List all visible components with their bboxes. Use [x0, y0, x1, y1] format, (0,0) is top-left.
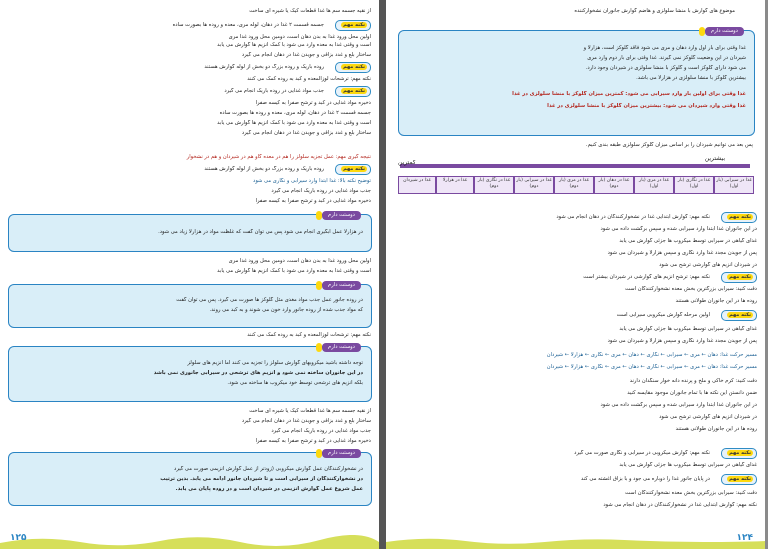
- box-line: در هزارلا عمل آبگیری انجام می شود پس می توان گفت که غلظت مواد در هزارلا زیاد می شود.: [158, 229, 363, 235]
- result-line: نتیجه گیری مهم: عمل تجزیه سلولز را هم در معده گاو هم در شیردان و هم در نشخوار: [186, 154, 371, 160]
- box-line: توجه داشته باشید میکروبهای گوارش سلولز را تجزیه می کنند اما آنزیم های سلولز: [187, 360, 363, 366]
- tag-label: نکته مهم: [729, 312, 751, 318]
- box-line: بیشترین گلوکز با منشأ سلولزی در هزارلا می باشد.: [636, 75, 746, 81]
- left-top-line-10: جسمه قسمت ۲ غذا در دهان، لوله مری، معده و روده ها بصورت ساده: [219, 110, 371, 116]
- tip-line-2: جذب مواد غذایی در روده باریک انجام می گیرد: [271, 188, 371, 194]
- table-cell: غذا در سیرابی (بار اول): [714, 176, 754, 194]
- glucose-order-table: [398, 176, 754, 194]
- left-mid-line-2: است و وقتی غذا به معده وارد می شود با کمک آنزیم ها گوارش می یابد: [217, 268, 371, 274]
- tip-line-3: ذخیره مواد غذایی در کبد و ترشح صفرا به کیسه صفرا: [255, 198, 371, 204]
- right-line: روده ها در این جانوران طولانی هستند: [675, 298, 757, 304]
- box-line: غذا وقتی برای اولین بار وارد سیرابی می شود: کمترین میزان گلوکز با منشأ سلولزی در غذا: [512, 91, 746, 97]
- box-line: در این جانوران ساخته نمی شود و آنزیم های ترشحی در سیرابی جانوری نمی باشد: [153, 370, 363, 376]
- left-low-line-4: ذخیره مواد غذایی در کبد و ترشح صفرا به کیسه صفرا: [255, 438, 371, 444]
- arrow-label-max: بیشترین: [704, 156, 725, 162]
- table-cell: غذا در مری (بار اول): [634, 176, 674, 194]
- tag-label: نکته مهم: [729, 476, 751, 482]
- footer-wave: [386, 535, 765, 549]
- right-line: اولین مرحله گوارش میکروبی سیرابی است: [616, 312, 710, 318]
- left-low-line-3: جذب مواد غذایی در روده باریک انجام می گیرد: [271, 428, 371, 434]
- tag-label: نکته مهم: [343, 166, 365, 172]
- box-header: دوستت دارم: [705, 27, 744, 36]
- left-top-line-2: جسمه قسمت ۲ غذا در دهان، لوله مری، معده و روده ها بصورت ساده: [172, 22, 324, 28]
- tag-label: نکته مهم: [729, 274, 751, 280]
- box-header: دوستت دارم: [322, 343, 361, 352]
- box-line: در نشخوارکنندگان عمل گوارش میکروبی (زودتر از عمل گوارش آنزیمی صورت می گیرد: [174, 466, 363, 472]
- right-line: دقت کنید: سیرابی بزرگترین بخش معده نشخوارکنندگان است: [625, 490, 757, 496]
- right-line: نکته مهم: گوارش ابتدایی غذا در نشخوارکنندگان در دهان انجام می شود: [556, 214, 710, 220]
- caption: پس بعد می توانیم شیردان را بر اساس میزان گلوکز سلولزی طبقه بندی کنیم.: [585, 142, 753, 148]
- right-line: پس از جویدن مجدد غذا وارد نگاری و سپس هزارلا و شیردان می شود: [607, 338, 757, 344]
- left-top-line-12: ساختار بلع و غدد بزاقی و جویدن غذا در دهان انجام می گیرد: [241, 130, 371, 136]
- box-line: شیردان در این وضعیت گلوکز نمی گیرند. غذا وقتی برای بار دوم وارد مری: [587, 55, 746, 61]
- left-tag-2: [335, 62, 371, 73]
- right-page: [386, 0, 765, 549]
- page-number-left: ۱۲۵: [10, 533, 27, 543]
- table-cell: غذا در مری (بار دوم): [554, 176, 594, 194]
- table-cell: غذا در دهان (بار دوم): [594, 176, 634, 194]
- right-tag-3: [721, 310, 757, 321]
- path-line-2: مسیر حرکت غذا: دهان ← مری ← سیرابی ← نگاری ← دهان ← مری ← نگاری ← هزارلا ← شیردان: [546, 364, 757, 370]
- tag-label: نکته مهم: [343, 22, 365, 28]
- right-line: در این جانوران غذا ابتدا وارد سیرابی شده و سپس برگشت داده می شود: [600, 226, 757, 232]
- left-top-line-7: نکته مهم: ترشحات لوزالمعده و کبد به روده کمک می کنند: [247, 76, 371, 82]
- right-line: غذای گیاهی در سیرابی توسط میکروب ها جزئی گوارش می یابد: [619, 462, 757, 468]
- path-line: مسیر حرکت غذا: دهان ← مری ← سیرابی ← نگاری ← دهان ← مری ← نگاری ← هزارلا ← شیردان: [546, 352, 757, 358]
- left-top-line-11: است و وقتی غذا به معده وارد می شود با کمک آنزیم ها گوارش می یابد: [217, 120, 371, 126]
- box-header: دوستت دارم: [322, 211, 361, 220]
- table-cell: غذا در شیردان: [398, 176, 436, 194]
- left-line-after-result: روده باریک و روده بزرگ دو بخش از لوله گوارش هستند: [204, 166, 324, 172]
- right-tag-5: [721, 474, 757, 485]
- table-cell: غذا در نگاری (بار اول): [674, 176, 714, 194]
- right-tag-4: [721, 448, 757, 459]
- box-line: بلکه آنزیم های ترشحی توسط خود میکروب ها ساخته می شود.: [227, 380, 363, 386]
- tag-label: نکته مهم: [729, 450, 751, 456]
- right-tag-2: [721, 272, 757, 283]
- right-line: غذای گیاهی در سیرابی توسط میکروب ها جزئی گوارش می یابد: [619, 238, 757, 244]
- right-line: در پایان جانور غذا را دوباره می جود و با بزاق آغشته می کند: [580, 476, 710, 482]
- arrow-label-min: کمترین: [398, 160, 416, 166]
- left-top-line-6: روده باریک و روده بزرگ دو بخش از لوله گوارش هستند: [204, 64, 324, 70]
- table-cell: غذا در سیرابی (بار دوم): [514, 176, 554, 194]
- left-mid-line-3: نکته مهم: ترشحات لوزالمعده و کبد به روده کمک می کنند: [247, 332, 371, 338]
- box-line: که مواد جذب شده از روده جانور وارد خون می شوند و به کبد می روند.: [209, 307, 363, 313]
- right-line: غذای گیاهی در سیرابی توسط میکروب ها جزئی گوارش می یابد: [619, 326, 757, 332]
- tag-label: نکته مهم: [343, 88, 365, 94]
- left-page: [0, 0, 379, 549]
- right-top-line: موضوع های گوارش با منشأ سلولزی و هاضم گوارش جانوران نشخوارکننده: [574, 8, 735, 14]
- box-line: در روده جانور عمل جذب مواد مغذی مثل گلوکز ها صورت می گیرد. پس می توان گفت: [176, 297, 363, 303]
- box-header: دوستت دارم: [322, 281, 361, 290]
- right-tag-1: [721, 212, 757, 223]
- box-line: در نشخوارکنندگان از سیرابی است و تا شیردان جانور ادامه می یابد. بدین ترتیب: [160, 476, 363, 482]
- left-top-line-9: ذخیره مواد غذایی در کبد و ترشح صفرا به کیسه صفرا: [255, 100, 371, 106]
- box-line: می شود دارای گلوکز است و گلوکز با منشأ سلولزی در شیردان وجود دارد.: [585, 65, 746, 71]
- left-top-line-5: ساختار بلع و غدد بزاقی و جویدن غذا در دهان انجام می گیرد: [241, 52, 371, 58]
- tip-line: توضیح نکته بالا: غذا ابتدا وارد سیرابی و نگاری می شود: [253, 178, 371, 184]
- left-tag-4: [335, 164, 371, 175]
- footer-wave: [0, 535, 379, 549]
- intro-box: [398, 30, 755, 136]
- highlight-box-1: [8, 214, 372, 252]
- box-header: دوستت دارم: [322, 449, 361, 458]
- right-line: روده ها در این جانوران طولانی هستند: [675, 426, 757, 432]
- left-low-line-1: از نقیه جسمه سم ها غذا قطعات کیک یا شیره ای ساخت: [249, 408, 371, 414]
- left-top-line-8: جذب مواد غذایی در روده باریک انجام می گیرد: [224, 88, 324, 94]
- left-tag-3: [335, 86, 371, 97]
- right-line: در شیردان آنزیم های گوارشی ترشح می شود: [659, 262, 757, 268]
- box-line: غذا وقتی وارد شیردان می شود: بیشترین میزان گلوکز با منشأ سلولزی در غذا: [547, 103, 746, 109]
- left-top-line-3: اولین محل ورود غذا به بدن دهان است، دومین محل ورود غذا مری: [228, 34, 371, 40]
- right-line: ضمن دانستن این نکته ها با تمام جانوران موجود مقایسه کنید: [627, 390, 757, 396]
- highlight-box-4: [8, 452, 372, 506]
- left-low-line-2: ساختار بلع و غدد بزاقی و جویدن غذا در دهان انجام می گیرد: [241, 418, 371, 424]
- left-top-line-4: است و وقتی غذا به معده وارد می شود با کمک آنزیم ها گوارش می یابد: [217, 42, 371, 48]
- right-line: در شیردان آنزیم های گوارشی ترشح می شود: [659, 414, 757, 420]
- table-cell: غذا در نگاری (بار دوم): [474, 176, 514, 194]
- left-top-line-1: از نقیه جسمه سم ها غذا قطعات کیک یا شیره ای ساخت: [249, 8, 371, 14]
- right-line: نکته مهم: ترشح آنزیم های گوارشی در شیردان بیشتر است: [583, 274, 710, 280]
- right-line: دقت کنید: کرم خاکی و ملخ و پرنده دانه خوار سنگدان دارند: [629, 378, 757, 384]
- highlight-box-2: [8, 284, 372, 328]
- table-cell: غذا در هزارلا: [436, 176, 474, 194]
- right-line: دقت کنید: سیرابی بزرگترین بخش معده نشخوارکنندگان است: [625, 286, 757, 292]
- highlight-box-3: [8, 346, 372, 402]
- left-mid-line-1: اولین محل ورود غذا به بدن دهان است، دومین محل ورود غذا مری: [228, 258, 371, 264]
- right-line: در این جانوران غذا ابتدا وارد سیرابی شده و سپس برگشت داده می شود: [600, 402, 757, 408]
- tag-label: نکته مهم: [343, 64, 365, 70]
- box-line: عمل شروع عمل گوارش آنزیمی در شیردان است و در روده پایان می یابد.: [175, 486, 363, 492]
- book-spine: [379, 0, 386, 549]
- page-number-right: ۱۲۴: [736, 533, 753, 543]
- right-line: نکته مهم: گوارش میکروبی در سیرابی و نگاری صورت می گیرد: [574, 450, 710, 456]
- box-line: غذا وقتی برای بار اول وارد دهان و مری می شود فاقد گلوکز است، هزارلا و: [583, 45, 746, 51]
- tag-label: نکته مهم: [729, 214, 751, 220]
- left-tag-1: [335, 20, 371, 31]
- right-line: نکته مهم: گوارش ابتدایی غذا در نشخوارکنندگان در دهان انجام می شود: [603, 502, 757, 508]
- right-line: پس از جویدن مجدد غذا وارد نگاری و سپس هزارلا و شیردان می شود: [607, 250, 757, 256]
